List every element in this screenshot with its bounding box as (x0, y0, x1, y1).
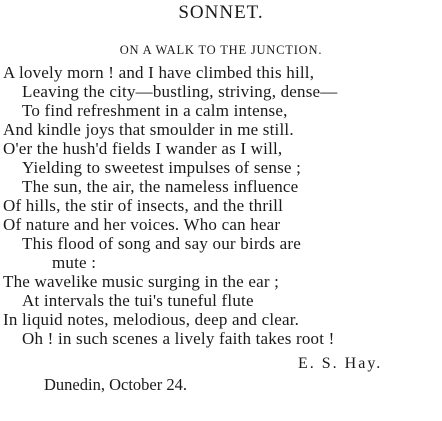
poem-line: The sun, the air, the nameless influence (22, 177, 299, 196)
poem-line: Of nature and her voices. Who can hear (3, 215, 281, 234)
poem-line: O'er the hush'd fields I wander as I will, (3, 139, 283, 158)
poem-line: mute : (52, 253, 97, 272)
poem-line: A lovely morn ! and I have climbed this hill, (3, 63, 315, 82)
poem-line: This flood of song and say our birds are (22, 234, 302, 253)
poem-line: Leaving the city—bustling, striving, dense— (22, 82, 338, 101)
poem-line: And kindle joys that smoulder in me still. (3, 120, 294, 139)
poem-line: Oh ! in such scenes a lively faith takes root ! (22, 329, 335, 348)
poem-line: In liquid notes, melodious, deep and clear. (3, 310, 300, 329)
poem-line: To find refreshment in a calm intense, (22, 101, 288, 120)
poem-line: Yielding to sweetest impulses of sense ; (22, 158, 302, 177)
poem-line: The wavelike music surging in the ear ; (3, 272, 280, 291)
author-signature: E. S. Hay. (298, 355, 383, 372)
poem-line: Of hills, the stir of insects, and the thrill (3, 196, 284, 215)
dateline: Dunedin, October 24. (44, 375, 187, 394)
poem-title: SONNET. (178, 2, 264, 23)
poem-subtitle: ON A WALK TO THE JUNCTION. (119, 43, 323, 57)
poem-line: At intervals the tui's tuneful flute (22, 291, 254, 310)
